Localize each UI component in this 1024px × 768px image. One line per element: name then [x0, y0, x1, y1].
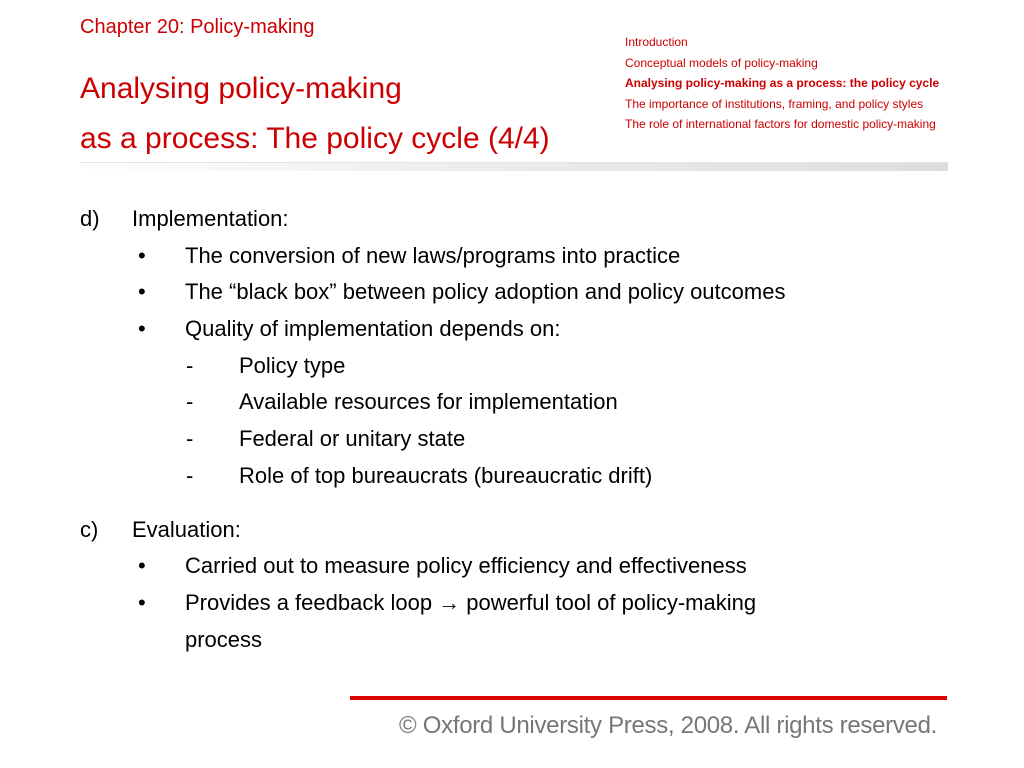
bullet: •	[138, 242, 146, 268]
nav-item-conceptual-models[interactable]: Conceptual models of policy-making	[625, 55, 818, 70]
list-item	[80, 548, 960, 585]
chapter-label: Chapter 20: Policy-making	[80, 16, 315, 38]
section-label: Evaluation:	[132, 516, 241, 542]
dash: -	[186, 426, 194, 452]
list-item	[80, 311, 960, 348]
slide-title-line2: as a process: The policy cycle (4/4)	[80, 122, 550, 155]
sub-list-item-text: Role of top bureaucrats (bureaucratic drift)	[239, 462, 653, 488]
dash: -	[186, 352, 194, 378]
list-item-text: Provides a feedback loop → powerful tool of policy-making	[185, 589, 757, 615]
nav-item-policy-cycle[interactable]: Analysing policy-making as a process: the policy cycle	[625, 76, 940, 90]
section-marker: c)	[80, 516, 99, 542]
section-evaluation	[80, 512, 960, 549]
slide-title	[80, 64, 550, 164]
section-label: Implementation:	[132, 206, 289, 231]
list-item-text: The conversion of new laws/programs into practice	[185, 242, 681, 268]
list-item	[80, 585, 960, 622]
sub-list-item-text: Policy type	[239, 352, 346, 378]
sub-list-item-text: Federal or unitary state	[239, 426, 466, 452]
sub-list-item	[80, 458, 960, 495]
slide-body	[80, 201, 960, 658]
bullet: •	[138, 589, 146, 615]
sub-list-item-text: Available resources for implementation	[239, 389, 618, 415]
list-item	[80, 238, 960, 275]
nav-item-international-factors[interactable]: The role of international factors for domestic policy-making	[625, 117, 936, 131]
list-item	[80, 274, 960, 311]
dash: -	[186, 389, 194, 415]
sub-list-item	[80, 348, 960, 385]
section-marker: d)	[80, 206, 100, 231]
list-item-text: The “black box” between policy adoption and policy outcomes	[185, 279, 786, 305]
list-item-text: Carried out to measure policy efficiency and effectiveness	[185, 553, 747, 579]
copyright-notice: © Oxford University Press, 2008. All rights reserved.	[399, 712, 937, 739]
slide-title-line1: Analysing policy-making	[80, 72, 402, 105]
footer-divider	[350, 696, 947, 700]
bullet: •	[138, 279, 146, 305]
list-item-text: process	[185, 626, 263, 652]
list-item-text: Quality of implementation depends on:	[185, 316, 561, 342]
dash: -	[186, 462, 194, 488]
section-gap	[80, 495, 960, 512]
section-implementation	[80, 201, 960, 238]
nav-item-introduction[interactable]: Introduction	[625, 35, 688, 49]
sub-list-item	[80, 421, 960, 458]
bullet: •	[138, 316, 146, 342]
nav-item-institutions[interactable]: The importance of institutions, framing, and policy styles	[625, 96, 924, 111]
sub-list-item	[80, 384, 960, 421]
list-item-continuation	[80, 622, 960, 659]
bullet: •	[138, 553, 146, 579]
header-divider	[80, 162, 948, 171]
section-nav	[625, 32, 939, 135]
